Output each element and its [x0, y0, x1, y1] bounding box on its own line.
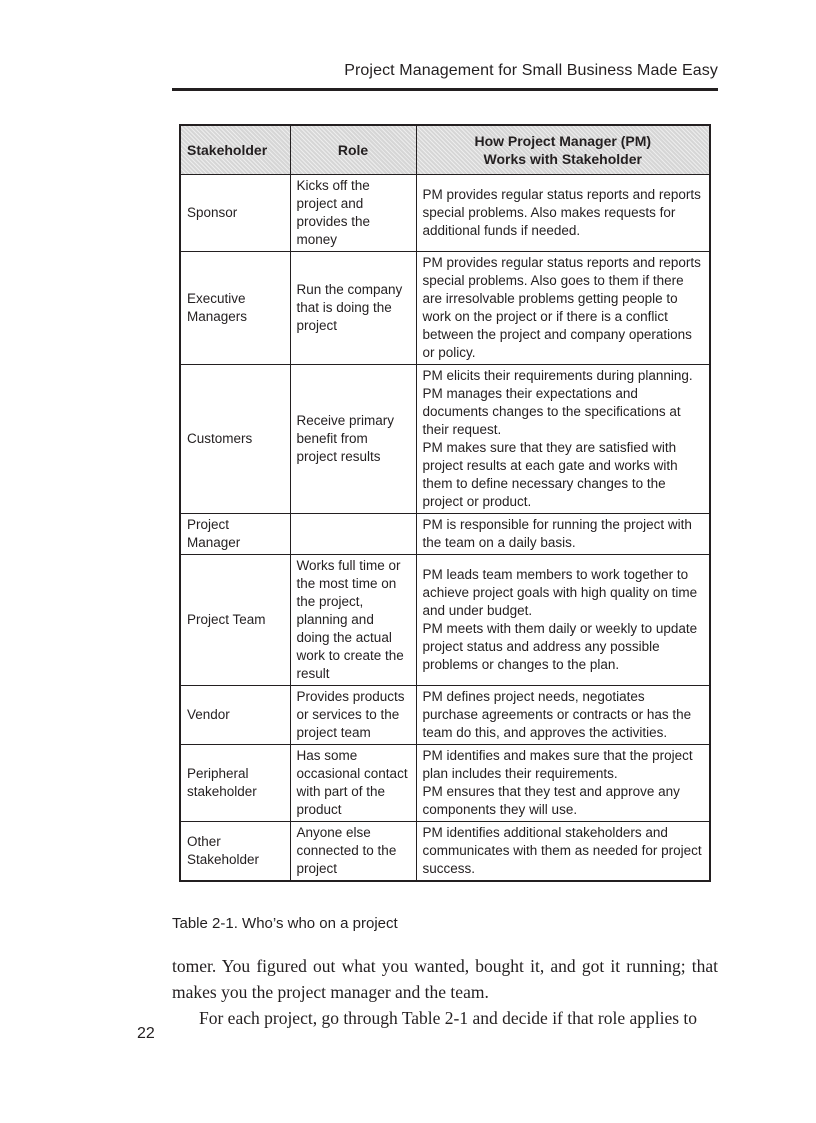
- page-number: 22: [137, 1025, 155, 1042]
- pm-cell: [416, 365, 710, 514]
- stakeholder-cell: Executive Managers: [180, 252, 290, 365]
- stakeholder-cell: Other Stakeholder: [180, 822, 290, 882]
- role-cell: [290, 514, 416, 555]
- pm-paragraph: PM provides regular status reports and reports special problems. Also makes requests for additional funds if needed.: [422, 187, 701, 238]
- table-row: [180, 745, 710, 822]
- pm-paragraph: PM identifies additional stakeholders and communicates with them as needed for project success.: [422, 825, 702, 876]
- table-row: [180, 175, 710, 252]
- body-paragraph: For each project, go through Table 2-1 and decide if that role applies to: [199, 1008, 698, 1028]
- stakeholder-cell: Peripheral stakeholder: [180, 745, 290, 822]
- pm-cell: [416, 686, 710, 745]
- stakeholder-cell: Project Team: [180, 555, 290, 686]
- pm-paragraph: PM provides regular status reports and reports special problems. Also goes to them if there are irresolvable problems getting people to work on the project or if there is a conflict between the project and company operations or policy.: [422, 255, 701, 360]
- stakeholder-cell: Project Manager: [180, 514, 290, 555]
- header-role: Role: [290, 125, 416, 175]
- pm-paragraph: PM is responsible for running the project with the team on a daily basis.: [422, 517, 692, 550]
- pm-paragraph: PM leads team members to work together to achieve project goals with high quality on time and under budget.: [422, 567, 698, 618]
- stakeholder-table: [179, 124, 711, 882]
- role-cell: Has some occasional contact with part of the product: [290, 745, 416, 822]
- pm-paragraph: PM defines project needs, negotiates purchase agreements or contracts or has the team do this, and approves the activities.: [422, 689, 692, 740]
- running-head: Project Management for Small Business Made Easy: [344, 62, 718, 79]
- table-row: [180, 365, 710, 514]
- body-text: [172, 953, 718, 1031]
- body-paragraph: tomer. You figured out what you wanted, bought it, and got it running; that makes you the project manager and the team.: [172, 956, 718, 1002]
- pm-cell: [416, 252, 710, 365]
- role-cell: Provides products or services to the project team: [290, 686, 416, 745]
- pm-paragraph: PM meets with them daily or weekly to update project status and address any possible problems or changes to the plan.: [422, 621, 698, 672]
- table-row: [180, 555, 710, 686]
- pm-paragraph: PM ensures that they test and approve any components they will use.: [422, 784, 680, 817]
- pm-cell: [416, 514, 710, 555]
- table-row: [180, 514, 710, 555]
- header-rule: [172, 88, 718, 91]
- table-row: [180, 686, 710, 745]
- role-cell: Works full time or the most time on the project, planning and doing the actual work to create the result: [290, 555, 416, 686]
- header-stakeholder: Stakeholder: [180, 125, 290, 175]
- pm-cell: [416, 822, 710, 882]
- role-cell: Kicks off the project and provides the money: [290, 175, 416, 252]
- pm-paragraph: PM makes sure that they are satisfied with project results at each gate and works with them to define necessary changes to the project or product.: [422, 440, 678, 509]
- header-pm: [416, 125, 710, 175]
- role-cell: Run the company that is doing the project: [290, 252, 416, 365]
- stakeholder-cell: Sponsor: [180, 175, 290, 252]
- header-pm-line1: How Project Manager (PM): [474, 133, 652, 149]
- table-header-row: [180, 125, 710, 175]
- role-cell: Anyone else connected to the project: [290, 822, 416, 882]
- stakeholder-cell: Vendor: [180, 686, 290, 745]
- pm-cell: [416, 555, 710, 686]
- table-caption: Table 2-1. Who’s who on a project: [172, 915, 398, 932]
- pm-paragraph: PM identifies and makes sure that the project plan includes their requirements.: [422, 748, 693, 781]
- stakeholder-cell: Customers: [180, 365, 290, 514]
- pm-cell: [416, 175, 710, 252]
- header-pm-line2: Works with Stakeholder: [483, 151, 642, 167]
- table-row: [180, 822, 710, 882]
- pm-paragraph: PM elicits their requirements during planning. PM manages their expectations and documents changes to the specifications at their request.: [422, 368, 693, 437]
- table-row: [180, 252, 710, 365]
- role-cell: Receive primary benefit from project results: [290, 365, 416, 514]
- pm-cell: [416, 745, 710, 822]
